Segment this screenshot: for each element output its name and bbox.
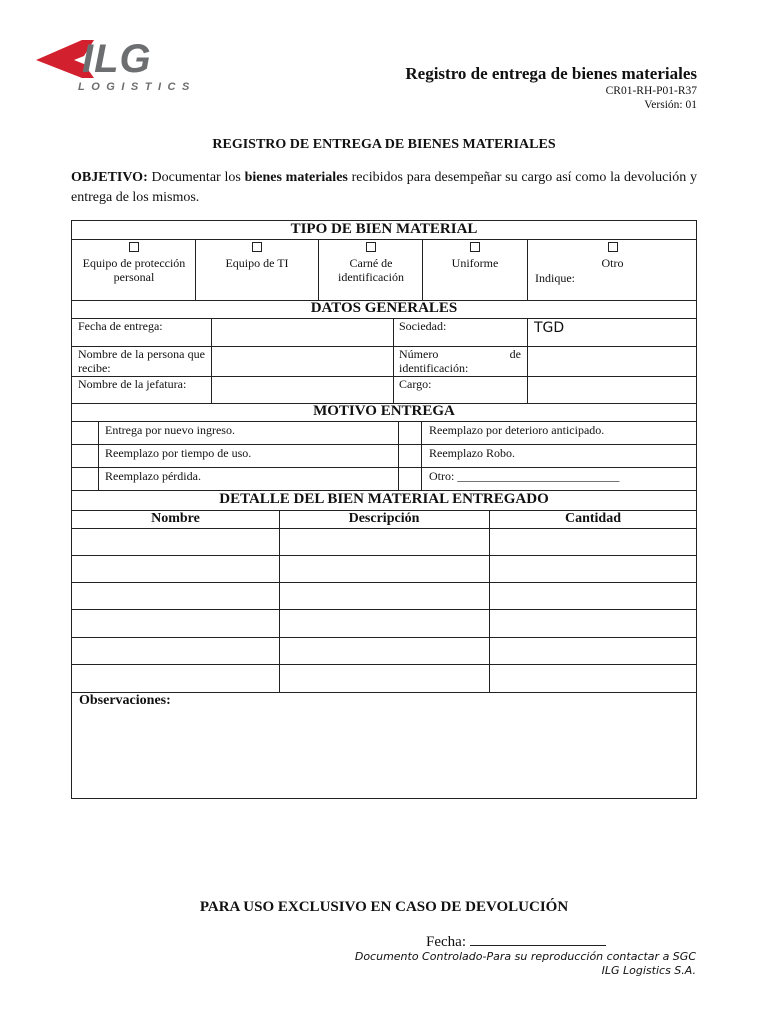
sociedad-label: Sociedad: — [399, 319, 447, 333]
sociedad-field[interactable]: TGD — [534, 320, 565, 336]
checkbox-equipo-proteccion[interactable] — [129, 242, 139, 252]
controlled-note-line-1: Documento Controlado-Para su reproducción contactar a SGC — [354, 950, 696, 963]
detalle-row-6-nombre[interactable] — [73, 665, 278, 691]
observaciones-field[interactable] — [73, 715, 695, 797]
motivo-nuevo-ingreso: Entrega por nuevo ingreso. — [105, 423, 235, 437]
detalle-row-2-nombre[interactable] — [73, 556, 278, 581]
detalle-row-1-descripcion[interactable] — [280, 529, 488, 554]
detalle-row-1-cantidad[interactable] — [490, 529, 696, 554]
motivo-deterioro: Reemplazo por deterioro anticipado. — [429, 423, 605, 437]
observaciones-label: Observaciones: — [79, 693, 171, 708]
detalle-row-4-descripcion[interactable] — [280, 610, 488, 636]
detalle-row-3-nombre[interactable] — [73, 583, 278, 608]
detalle-row-2-descripcion[interactable] — [280, 556, 488, 581]
checkbox-otro[interactable] — [608, 242, 618, 252]
detalle-row-6-cantidad[interactable] — [490, 665, 696, 691]
controlled-note-line-2: ILG Logistics S.A. — [601, 964, 696, 977]
controlled-document-note — [355, 950, 696, 978]
option-otro-indique: Indique: — [535, 271, 575, 285]
ilg-logistics-logo — [36, 38, 218, 94]
jefatura-field[interactable] — [218, 378, 388, 400]
objective-paragraph — [71, 168, 697, 208]
document-code: CR01-RH-P01-R37 — [605, 85, 697, 97]
option-equipo-ti: Equipo de TI — [225, 256, 289, 270]
devolucion-fecha — [426, 931, 606, 951]
column-descripcion-header: Descripción — [348, 511, 420, 526]
numero-identificacion-field[interactable] — [534, 348, 692, 372]
motivo-check-tiempo-uso[interactable] — [73, 445, 97, 466]
objective-label: OBJETIVO: — [71, 170, 148, 185]
logo-subtext: LOGISTICS — [78, 81, 196, 93]
objective-text-2: recibidos para desempeñar su cargo así como la devolución y entrega de los mismos. — [71, 170, 698, 205]
document-version: Versión: 01 — [644, 99, 697, 111]
devolucion-title: PARA USO EXCLUSIVO EN CASO DE DEVOLUCIÓN — [199, 899, 569, 915]
section-motivo-title: MOTIVO ENTREGA — [313, 403, 455, 419]
motivo-check-perdida[interactable] — [73, 468, 97, 489]
jefatura-label: Nombre de la jefatura: — [78, 377, 187, 391]
header-title: Registro de entrega de bienes materiales — [405, 64, 697, 83]
section-tipo-title: TIPO DE BIEN MATERIAL — [290, 221, 478, 237]
section-datos-title: DATOS GENERALES — [310, 300, 458, 316]
checkbox-uniforme[interactable] — [470, 242, 480, 252]
option-uniforme: Uniforme — [451, 256, 499, 270]
detalle-row-1-nombre[interactable] — [73, 529, 278, 554]
motivo-tiempo-uso: Reemplazo por tiempo de uso. — [105, 446, 252, 460]
cargo-label: Cargo: — [399, 377, 432, 391]
option-carne: Carné de identificación — [338, 256, 404, 284]
detalle-row-5-cantidad[interactable] — [490, 638, 696, 663]
detalle-row-4-cantidad[interactable] — [490, 610, 696, 636]
numero-identificacion-label: Número de identificación: — [399, 347, 521, 375]
motivo-perdida: Reemplazo pérdida. — [105, 469, 201, 483]
detalle-row-4-nombre[interactable] — [73, 610, 278, 636]
detalle-row-3-cantidad[interactable] — [490, 583, 696, 608]
objective-text-1: Documentar los — [147, 170, 245, 185]
motivo-check-nuevo-ingreso[interactable] — [73, 422, 97, 443]
option-otro: Otro — [601, 256, 624, 270]
checkbox-carne[interactable] — [366, 242, 376, 252]
fecha-entrega-label: Fecha de entrega: — [78, 319, 163, 333]
detalle-row-5-descripcion[interactable] — [280, 638, 488, 663]
objective-bold: bienes materiales — [244, 170, 348, 185]
motivo-check-robo[interactable] — [399, 445, 420, 466]
option-equipo-proteccion: Equipo de protección personal — [82, 256, 186, 284]
form-table — [71, 220, 697, 799]
detalle-row-3-descripcion[interactable] — [280, 583, 488, 608]
devolucion-fecha-label: Fecha: — [426, 934, 466, 950]
document-title: REGISTRO DE ENTREGA DE BIENES MATERIALES — [212, 137, 556, 152]
column-nombre-header: Nombre — [151, 511, 200, 526]
devolucion-fecha-field[interactable] — [470, 931, 606, 946]
detalle-row-6-descripcion[interactable] — [280, 665, 488, 691]
fecha-entrega-field[interactable] — [218, 319, 388, 341]
checkbox-equipo-ti[interactable] — [252, 242, 262, 252]
document-header — [405, 64, 697, 112]
cargo-field[interactable] — [534, 378, 692, 400]
section-detalle-title: DETALLE DEL BIEN MATERIAL ENTREGADO — [219, 491, 549, 507]
detalle-row-5-nombre[interactable] — [73, 638, 278, 663]
motivo-check-otro[interactable] — [399, 468, 420, 489]
detalle-row-2-cantidad[interactable] — [490, 556, 696, 581]
motivo-otro: Otro: ___________________________ — [429, 469, 620, 483]
motivo-check-deterioro[interactable] — [399, 422, 420, 443]
nombre-persona-field[interactable] — [218, 348, 388, 372]
motivo-robo: Reemplazo Robo. — [429, 446, 515, 460]
logo-wordmark: ILG — [82, 38, 152, 81]
nombre-persona-label: Nombre de la persona que recibe: — [78, 347, 205, 375]
column-cantidad-header: Cantidad — [564, 511, 622, 526]
